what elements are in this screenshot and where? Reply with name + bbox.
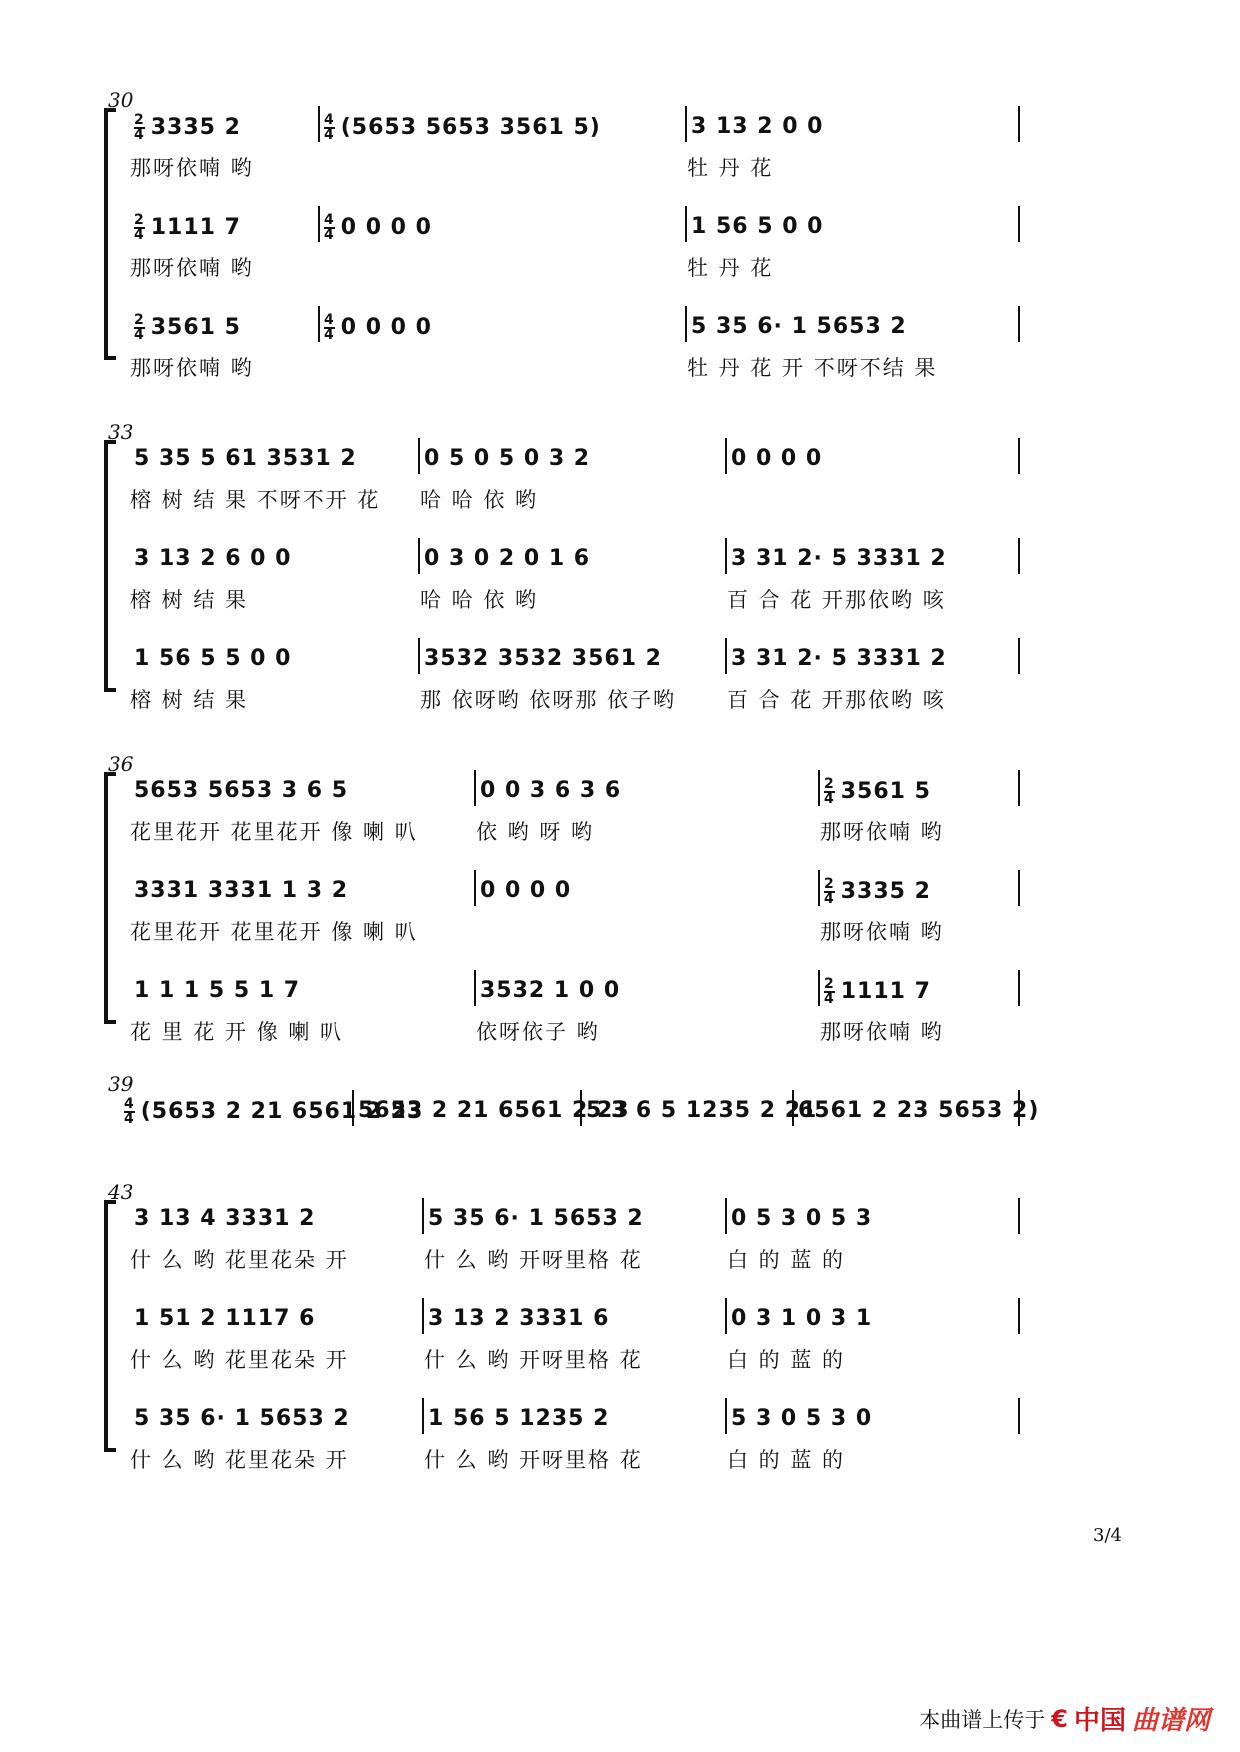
time-signature: [134, 314, 145, 342]
note-text: 0 0 0 0: [340, 315, 432, 340]
jianpu-notes: [731, 1306, 872, 1331]
barline: [685, 206, 687, 242]
note-text: 5 3 6 5 1235 2 21: [586, 1098, 818, 1123]
barline: [1018, 538, 1020, 574]
barline: [1018, 638, 1020, 674]
barline: [422, 1398, 424, 1434]
jianpu-notes: [428, 1206, 644, 1231]
jianpu-notes: [691, 314, 907, 339]
measure-number: 33: [108, 420, 134, 444]
jianpu-notes: [480, 978, 620, 1003]
measure-number: 43: [108, 1180, 134, 1204]
note-text: 0 5 3 0 5 3: [731, 1206, 873, 1231]
note-text: 0 0 0 0: [480, 878, 572, 903]
jianpu-notes: [731, 646, 947, 671]
time-signature: [324, 314, 335, 342]
time-signature-bottom: 4: [324, 327, 335, 343]
footer: [919, 1700, 1210, 1737]
barline: [818, 870, 820, 906]
note-text: 3335 2: [150, 115, 241, 140]
barline: [1018, 870, 1020, 906]
note-text: 3 13 2 3331 6: [428, 1306, 610, 1331]
barline: [818, 970, 820, 1006]
lyric-line: 那呀依喃 哟: [820, 1020, 944, 1044]
lyric-line: 那呀依喃 哟: [130, 356, 254, 380]
lyric-line: 榕 树 结 果: [130, 588, 249, 612]
lyric-line: 依 哟 呀 哟: [476, 820, 595, 844]
time-signature-bottom: 4: [324, 127, 335, 143]
logo-text-b: 曲谱网: [1131, 1706, 1210, 1736]
jianpu-notes: [324, 114, 601, 142]
barline: [685, 306, 687, 342]
jianpu-notes: [824, 978, 931, 1006]
time-signature-top: 2: [134, 312, 145, 328]
barline: [818, 770, 820, 806]
time-signature-bottom: 4: [824, 791, 835, 807]
note-text: 1111 7: [150, 215, 241, 240]
barline: [1018, 106, 1020, 142]
time-signature-bottom: 4: [824, 991, 835, 1007]
lyric-line: 什 么 哟 开呀里格 花: [424, 1448, 643, 1472]
note-text: 0 3 0 2 0 1 6: [424, 546, 591, 571]
note-text: 3 31 2· 5 3331 2: [731, 646, 947, 671]
note-text: 1 56 5 0 0: [691, 214, 824, 239]
lyric-line: 牡 丹 花: [687, 156, 774, 180]
lyric-line: 百 合 花 开那依哟 咳: [727, 588, 946, 612]
note-text: 3 13 2 0 0: [691, 114, 824, 139]
footer-text: 本曲谱上传于: [919, 1707, 1046, 1732]
barline: [418, 438, 420, 474]
measure-number: 39: [108, 1072, 134, 1096]
barline: [318, 206, 320, 242]
note-text: 3561 5: [150, 315, 241, 340]
barline: [725, 1198, 727, 1234]
note-text: 3532 3532 3561 2: [424, 646, 662, 671]
time-signature: [324, 114, 335, 142]
lyric-line: 哈 哈 依 哟: [420, 588, 539, 612]
site-logo-icon: €: [1051, 1704, 1068, 1733]
barline: [725, 538, 727, 574]
time-signature: [824, 978, 835, 1006]
lyric-line: 那呀依喃 哟: [130, 156, 254, 180]
note-text: 0 0 0 0: [340, 215, 432, 240]
time-signature-top: 2: [824, 976, 835, 992]
time-signature: [824, 878, 835, 906]
time-signature: [324, 214, 335, 242]
jianpu-notes: [134, 878, 348, 903]
lyric-line: 那呀依喃 哟: [820, 920, 944, 944]
lyric-line: 百 合 花 开那依哟 咳: [727, 688, 946, 712]
barline: [1018, 1298, 1020, 1334]
note-text: 5 35 6· 1 5653 2: [691, 314, 907, 339]
time-signature-top: 4: [324, 312, 335, 328]
jianpu-notes: [480, 878, 571, 903]
lyric-line: 花里花开 花里花开 像 喇 叭: [130, 920, 418, 944]
jianpu-notes: [731, 1206, 872, 1231]
barline: [1018, 970, 1020, 1006]
time-signature: [134, 214, 145, 242]
barline: [418, 638, 420, 674]
jianpu-notes: [134, 446, 357, 471]
note-text: 3 13 2 6 0 0: [134, 546, 292, 571]
lyric-line: 什 么 哟 开呀里格 花: [424, 1348, 643, 1372]
time-signature-bottom: 4: [134, 327, 145, 343]
barline: [725, 1298, 727, 1334]
time-signature-bottom: 4: [134, 227, 145, 243]
time-signature-top: 2: [134, 212, 145, 228]
note-text: 5 35 5 61 3531 2: [134, 446, 357, 471]
note-text: (5653 2 21 6561 2 23: [140, 1099, 424, 1124]
jianpu-notes: [134, 778, 348, 803]
barline: [1018, 1398, 1020, 1434]
time-signature-top: 4: [324, 112, 335, 128]
time-signature: [824, 778, 835, 806]
time-signature-bottom: 4: [124, 1111, 135, 1127]
jianpu-notes: [134, 646, 291, 671]
jianpu-notes: [691, 114, 823, 139]
time-signature-bottom: 4: [134, 127, 145, 143]
note-text: 5 3 0 5 3 0: [731, 1406, 873, 1431]
note-text: 5 35 6· 1 5653 2: [134, 1406, 350, 1431]
jianpu-notes: [134, 546, 291, 571]
barline: [418, 538, 420, 574]
lyric-line: 白 的 蓝 的: [727, 1348, 846, 1372]
jianpu-notes: [324, 314, 432, 342]
page-number: 3/4: [1093, 1525, 1122, 1546]
barline: [725, 1398, 727, 1434]
lyric-line: 哈 哈 依 哟: [420, 488, 539, 512]
note-text: 1 56 5 1235 2: [428, 1406, 610, 1431]
note-text: 3532 1 0 0: [480, 978, 621, 1003]
note-text: 3335 2: [840, 879, 931, 904]
lyric-line: 花里花开 花里花开 像 喇 叭: [130, 820, 418, 844]
system-bracket: [104, 108, 116, 360]
lyric-line: 牡 丹 花 开 不呀不结 果: [687, 356, 938, 380]
barline: [1018, 1198, 1020, 1234]
note-text: (5653 5653 3561 5): [340, 115, 601, 140]
jianpu-notes: [428, 1406, 609, 1431]
system-bracket: [104, 772, 116, 1024]
note-text: 0 5 0 5 0 3 2: [424, 446, 591, 471]
jianpu-notes: [134, 1406, 350, 1431]
jianpu-notes: [324, 214, 432, 242]
note-text: 0 3 1 0 3 1: [731, 1306, 873, 1331]
measure-number: 36: [108, 752, 134, 776]
barline: [318, 106, 320, 142]
lyric-line: 什 么 哟 花里花朵 开: [130, 1448, 349, 1472]
jianpu-notes: [824, 778, 931, 806]
lyric-line: 依呀依子 哟: [476, 1020, 600, 1044]
jianpu-notes: [134, 114, 241, 142]
system-bracket: [104, 440, 116, 692]
lyric-line: 那呀依喃 哟: [130, 256, 254, 280]
jianpu-notes: [134, 314, 241, 342]
lyric-line: 那呀依喃 哟: [820, 820, 944, 844]
jianpu-notes: [134, 1206, 315, 1231]
note-text: 0 0 0 0: [731, 446, 823, 471]
note-text: 0 0 3 6 3 6: [480, 778, 622, 803]
measure-number: 30: [108, 88, 134, 112]
logo-text-a: 中国: [1073, 1706, 1126, 1736]
barline: [474, 770, 476, 806]
barline: [422, 1298, 424, 1334]
note-text: 1111 7: [840, 979, 931, 1004]
lyric-line: 牡 丹 花: [687, 256, 774, 280]
time-signature-top: 4: [124, 1096, 135, 1112]
time-signature-bottom: 4: [324, 227, 335, 243]
note-text: 1 56 5 5 0 0: [134, 646, 292, 671]
time-signature: [124, 1098, 135, 1126]
note-text: 3 13 4 3331 2: [134, 1206, 316, 1231]
lyric-line: 什 么 哟 花里花朵 开: [130, 1348, 349, 1372]
jianpu-notes: [424, 446, 590, 471]
note-text: 5 35 6· 1 5653 2: [428, 1206, 644, 1231]
lyric-line: 什 么 哟 花里花朵 开: [130, 1248, 349, 1272]
barline: [685, 106, 687, 142]
time-signature: [134, 114, 145, 142]
lyric-line: 榕 树 结 果 不呀不开 花: [130, 488, 381, 512]
system-bracket: [104, 1200, 116, 1452]
jianpu-notes: [798, 1098, 1039, 1123]
lyric-line: 花 里 花 开 像 喇 叭: [130, 1020, 344, 1044]
time-signature-top: 2: [824, 876, 835, 892]
jianpu-notes: [731, 1406, 872, 1431]
note-text: 5653 2 21 6561 2 23: [358, 1098, 630, 1123]
barline: [1018, 306, 1020, 342]
lyric-line: 白 的 蓝 的: [727, 1248, 846, 1272]
note-text: 1 1 1 5 5 1 7: [134, 978, 301, 1003]
time-signature-top: 4: [324, 212, 335, 228]
note-text: 6561 2 23 5653 2): [798, 1098, 1040, 1123]
jianpu-notes: [586, 1098, 817, 1123]
jianpu-notes: [134, 1306, 315, 1331]
jianpu-notes: [731, 546, 947, 571]
lyric-line: 什 么 哟 开呀里格 花: [424, 1248, 643, 1272]
jianpu-notes: [691, 214, 823, 239]
note-text: 1 51 2 1117 6: [134, 1306, 316, 1331]
note-text: 3 31 2· 5 3331 2: [731, 546, 947, 571]
jianpu-notes: [134, 214, 241, 242]
note-text: 5653 5653 3 6 5: [134, 778, 349, 803]
jianpu-notes: [824, 878, 931, 906]
barline: [1018, 770, 1020, 806]
note-text: 3331 3331 1 3 2: [134, 878, 349, 903]
note-text: 3561 5: [840, 779, 931, 804]
lyric-line: 白 的 蓝 的: [727, 1448, 846, 1472]
jianpu-notes: [134, 978, 300, 1003]
jianpu-notes: [480, 778, 621, 803]
time-signature-bottom: 4: [824, 891, 835, 907]
barline: [725, 438, 727, 474]
barline: [725, 638, 727, 674]
jianpu-notes: [424, 546, 590, 571]
barline: [1018, 438, 1020, 474]
lyric-line: 榕 树 结 果: [130, 688, 249, 712]
time-signature-top: 2: [824, 776, 835, 792]
barline: [422, 1198, 424, 1234]
time-signature-top: 2: [134, 112, 145, 128]
lyric-line: 那 依呀哟 依呀那 依子哟: [420, 688, 677, 712]
barline: [474, 870, 476, 906]
jianpu-notes: [428, 1306, 609, 1331]
jianpu-notes: [731, 446, 822, 471]
barline: [1018, 206, 1020, 242]
barline: [318, 306, 320, 342]
jianpu-notes: [424, 646, 662, 671]
barline: [474, 970, 476, 1006]
